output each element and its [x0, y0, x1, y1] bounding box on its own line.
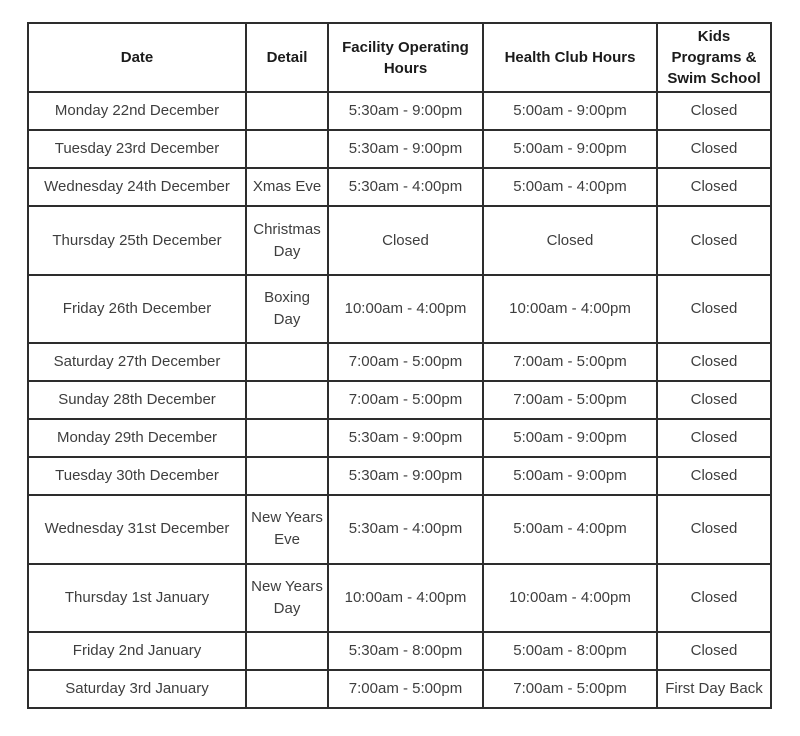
cell-facility: 5:30am - 9:00pm — [328, 130, 483, 168]
cell-health: 7:00am - 5:00pm — [483, 670, 657, 708]
cell-kids: Closed — [657, 419, 771, 457]
cell-date: Wednesday 31st December — [28, 495, 246, 563]
column-header-facility: Facility Operating Hours — [328, 23, 483, 92]
cell-kids: Closed — [657, 495, 771, 563]
table-row — [28, 343, 771, 381]
column-header-date: Date — [28, 23, 246, 92]
cell-detail — [246, 632, 328, 670]
cell-detail — [246, 343, 328, 381]
cell-detail — [246, 381, 328, 419]
cell-kids: Closed — [657, 92, 771, 130]
cell-facility: 5:30am - 4:00pm — [328, 495, 483, 563]
cell-date: Tuesday 23rd December — [28, 130, 246, 168]
column-header-kids: Kids Programs & Swim School — [657, 23, 771, 92]
cell-health: 5:00am - 9:00pm — [483, 92, 657, 130]
cell-facility: 5:30am - 9:00pm — [328, 419, 483, 457]
cell-kids: Closed — [657, 381, 771, 419]
cell-health: 7:00am - 5:00pm — [483, 381, 657, 419]
cell-kids: Closed — [657, 343, 771, 381]
cell-detail: Xmas Eve — [246, 168, 328, 206]
table-header — [28, 23, 771, 92]
cell-health: 5:00am - 9:00pm — [483, 419, 657, 457]
cell-kids: Closed — [657, 130, 771, 168]
table-row — [28, 130, 771, 168]
table-row — [28, 206, 771, 274]
cell-facility: 5:30am - 9:00pm — [328, 92, 483, 130]
table-body — [28, 92, 771, 708]
cell-kids: Closed — [657, 564, 771, 632]
table-row — [28, 92, 771, 130]
cell-detail: New Years Day — [246, 564, 328, 632]
cell-date: Saturday 3rd January — [28, 670, 246, 708]
cell-facility: 10:00am - 4:00pm — [328, 564, 483, 632]
cell-health: 5:00am - 4:00pm — [483, 168, 657, 206]
cell-date: Thursday 1st January — [28, 564, 246, 632]
cell-detail: New Years Eve — [246, 495, 328, 563]
cell-date: Friday 26th December — [28, 275, 246, 343]
cell-detail: Boxing Day — [246, 275, 328, 343]
cell-kids: Closed — [657, 206, 771, 274]
cell-facility: 10:00am - 4:00pm — [328, 275, 483, 343]
cell-health: Closed — [483, 206, 657, 274]
column-header-detail: Detail — [246, 23, 328, 92]
holiday-hours-table — [27, 22, 772, 709]
cell-health: 7:00am - 5:00pm — [483, 343, 657, 381]
cell-detail: Christmas Day — [246, 206, 328, 274]
column-header-health: Health Club Hours — [483, 23, 657, 92]
cell-facility: 5:30am - 8:00pm — [328, 632, 483, 670]
table-row — [28, 457, 771, 495]
cell-kids: Closed — [657, 632, 771, 670]
cell-kids: Closed — [657, 168, 771, 206]
cell-detail — [246, 457, 328, 495]
table-row — [28, 381, 771, 419]
cell-date: Sunday 28th December — [28, 381, 246, 419]
table-row — [28, 670, 771, 708]
cell-date: Monday 29th December — [28, 419, 246, 457]
cell-health: 10:00am - 4:00pm — [483, 275, 657, 343]
cell-date: Tuesday 30th December — [28, 457, 246, 495]
cell-kids: First Day Back — [657, 670, 771, 708]
cell-facility: 7:00am - 5:00pm — [328, 343, 483, 381]
table-row — [28, 632, 771, 670]
cell-facility: 5:30am - 4:00pm — [328, 168, 483, 206]
cell-health: 5:00am - 9:00pm — [483, 130, 657, 168]
cell-detail — [246, 419, 328, 457]
cell-facility: 7:00am - 5:00pm — [328, 670, 483, 708]
cell-health: 5:00am - 4:00pm — [483, 495, 657, 563]
cell-kids: Closed — [657, 457, 771, 495]
cell-date: Friday 2nd January — [28, 632, 246, 670]
cell-kids: Closed — [657, 275, 771, 343]
table-row — [28, 495, 771, 563]
cell-facility: Closed — [328, 206, 483, 274]
cell-date: Wednesday 24th December — [28, 168, 246, 206]
cell-health: 5:00am - 8:00pm — [483, 632, 657, 670]
table-row — [28, 168, 771, 206]
cell-health: 5:00am - 9:00pm — [483, 457, 657, 495]
cell-date: Monday 22nd December — [28, 92, 246, 130]
table-row — [28, 275, 771, 343]
cell-detail — [246, 130, 328, 168]
cell-detail — [246, 92, 328, 130]
header-row — [28, 23, 771, 92]
table-row — [28, 419, 771, 457]
cell-detail — [246, 670, 328, 708]
cell-date: Saturday 27th December — [28, 343, 246, 381]
cell-facility: 5:30am - 9:00pm — [328, 457, 483, 495]
cell-facility: 7:00am - 5:00pm — [328, 381, 483, 419]
table-row — [28, 564, 771, 632]
cell-health: 10:00am - 4:00pm — [483, 564, 657, 632]
cell-date: Thursday 25th December — [28, 206, 246, 274]
